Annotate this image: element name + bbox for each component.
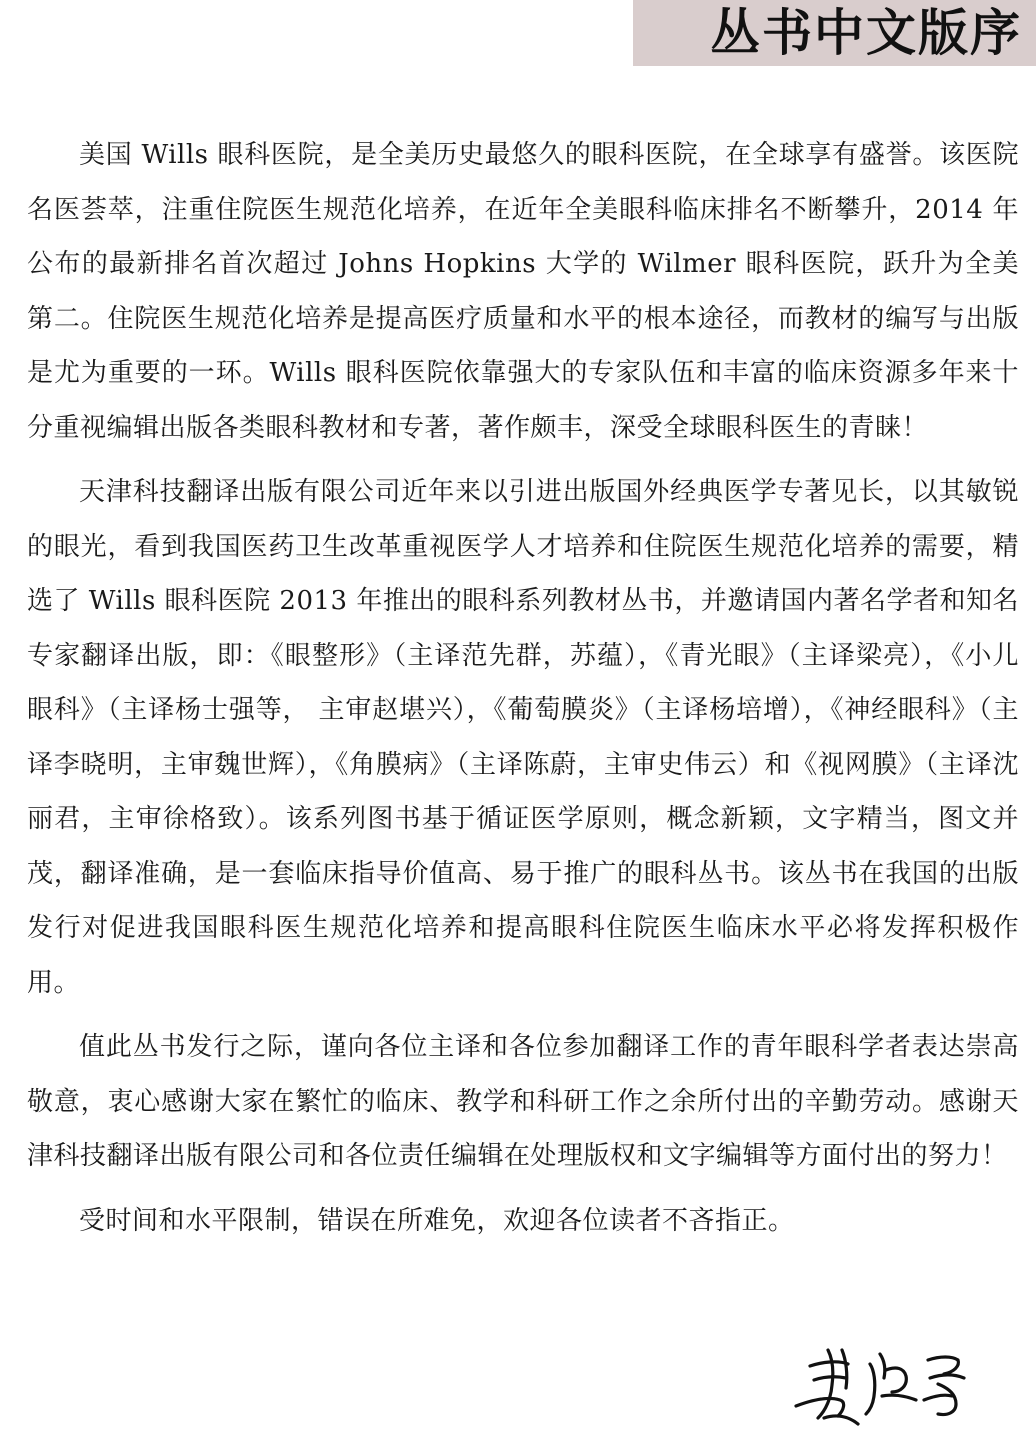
paragraph-series: 天津科技翻译出版有限公司近年来以引进出版国外经典医学专著见长，以其敏锐的眼光，看到我国医药卫生改革重视医学人才培养和住院医生规范化培养的需要，精选了 Wills 眼科医院 2013 年推出的眼科系列教材丛书，并邀请国内著名学者和知名专家翻译出版，即：《眼整形》（主译范先群，苏蕴），《青光眼》（主译梁亮），《小儿眼科》（主译杨士强等， 主审赵堪兴），《葡萄膜炎》（主译杨培增），《神经眼科》（主译李晓明，主审魏世辉），《角膜病》（主译陈蔚，主审史伟云）和《视网膜》（主译沈丽君，主审徐格致）。该系列图书基于循证医学原则，概念新颖，文字精当，图文并茂，翻译准确，是一套临床指导价值高、易于推广的眼科丛书。该丛书在我国的出版发行对促进我国眼科医生规范化培养和提高眼科住院医生临床水平必将发挥积极作用。 bbox=[27, 477, 1019, 998]
paragraph-closing: 受时间和水平限制，错误在所难免，欢迎各位读者不吝指正。 bbox=[79, 1205, 795, 1236]
paragraph-thanks: 值此丛书发行之际，谨向各位主译和各位参加翻译工作的青年眼科学者表达崇高敬意，衷心感谢大家在繁忙的临床、教学和科研工作之余所付出的辛勤劳动。感谢天津科技翻译出版有限公司和各位责任编辑在处理版权和文字编辑等方面付出的努力！ bbox=[27, 1032, 1019, 1171]
handwritten-signature bbox=[788, 1330, 988, 1430]
paragraph-intro: 美国 Wills 眼科医院，是全美历史最悠久的眼科医院，在全球享有盛誉。该医院名医荟萃，注重住院医生规范化培养，在近年全美眼科临床排名不断攀升，2014 年公布的最新排名首次超过 Johns Hopkins 大学的 Wilmer 眼科医院，跃升为全美第二。住院医生规范化培养是提高医疗质量和水平的根本途径，而教材的编写与出版是尤为重要的一环。Wills 眼科医院依靠强大的专家队伍和丰富的临床资源多年来十分重视编辑出版各类眼科教材和专著，著作颇丰，深受全球眼科医生的青睐！ bbox=[27, 140, 1019, 443]
preface-body bbox=[27, 128, 1019, 1248]
page-title: 丛书中文版序 bbox=[710, 4, 1022, 62]
header-banner bbox=[633, 0, 1036, 66]
